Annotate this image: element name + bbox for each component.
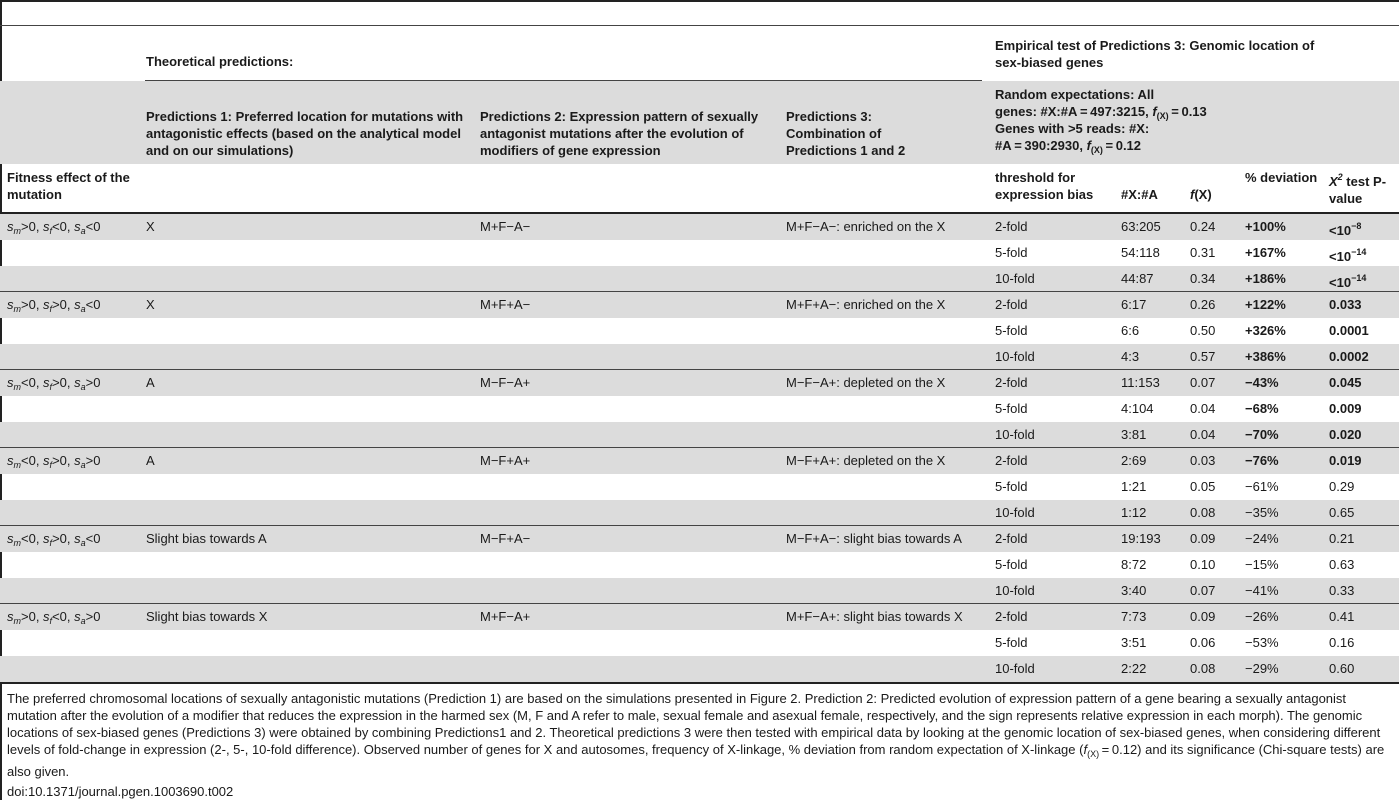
p-value: $<10^{-14}$ (1329, 247, 1367, 264)
xa-value: 6:17 (1121, 297, 1147, 312)
prediction2-value: M−F+A+ (480, 453, 531, 468)
threshold-value: 2-fold (995, 219, 1028, 234)
fitness-heading: Fitness effect of the mutation (7, 170, 130, 202)
threshold-value: 10-fold (995, 661, 1035, 676)
threshold-heading: threshold for expression bias (995, 170, 1094, 202)
prediction3-value: M+F−A+: slight bias towards X (786, 609, 963, 624)
threshold-value: 10-fold (995, 349, 1035, 364)
p-value: 0.63 (1329, 557, 1355, 572)
fx-value: 0.34 (1190, 271, 1216, 286)
xa-value: 2:69 (1121, 453, 1147, 468)
prediction2-value: M−F−A+ (480, 375, 531, 390)
deviation-value: −24% (1245, 531, 1279, 546)
deviation-value: +326% (1245, 323, 1286, 338)
fx-value: 0.08 (1190, 505, 1216, 520)
prediction3-value: M−F+A+: depleted on the X (786, 453, 946, 468)
threshold-value: 2-fold (995, 531, 1028, 546)
random-expectation-line2: genes: #X:#A = 497:3215, $f_{(X)} = 0.13$ (995, 104, 1207, 121)
fx-value: 0.04 (1190, 427, 1216, 442)
deviation-heading: % deviation (1245, 170, 1318, 185)
threshold-value: 2-fold (995, 375, 1028, 390)
prediction2-value: M−F+A− (480, 531, 531, 546)
p-value: 0.045 (1329, 375, 1362, 390)
deviation-value: −35% (1245, 505, 1279, 520)
threshold-value: 10-fold (995, 505, 1035, 520)
prediction2-value: M+F−A− (480, 219, 531, 234)
xa-value: 3:51 (1121, 635, 1147, 650)
p-value: $<10^{-14}$ (1329, 273, 1367, 290)
p-value: $<10^{-8}$ (1329, 221, 1362, 238)
fitness-effect: $s_m>0$, $s_f<0$, $s_a>0$ (7, 609, 101, 626)
p-value: 0.33 (1329, 583, 1355, 598)
threshold-value: 5-fold (995, 635, 1028, 650)
xa-value: 3:40 (1121, 583, 1147, 598)
deviation-value: −15% (1245, 557, 1279, 572)
fx-value: 0.26 (1190, 297, 1216, 312)
threshold-value: 5-fold (995, 401, 1028, 416)
deviation-value: +100% (1245, 219, 1286, 234)
prediction1-value: A (146, 453, 155, 468)
random-expectation-line1: Random expectations: All (995, 87, 1155, 102)
p-value: 0.65 (1329, 505, 1355, 520)
fitness-effect: $s_m>0$, $s_f>0$, $s_a<0$ (7, 297, 101, 314)
p-value: 0.0001 (1329, 323, 1369, 338)
pred3-heading: Predictions 3: Combination of Predictions 1 and 2 (786, 109, 906, 158)
xa-value: 4:104 (1121, 401, 1154, 416)
deviation-value: −29% (1245, 661, 1279, 676)
xa-value: 1:12 (1121, 505, 1147, 520)
deviation-value: +186% (1245, 271, 1286, 286)
p-value: 0.020 (1329, 427, 1362, 442)
fx-value: 0.07 (1190, 583, 1216, 598)
fitness-effect: $s_m<0$, $s_f>0$, $s_a>0$ (7, 453, 101, 470)
empirical-heading: Empirical test of Predictions 3: Genomic location of sex-biased genes (995, 38, 1315, 70)
deviation-value: −26% (1245, 609, 1279, 624)
deviation-value: −70% (1245, 427, 1279, 442)
xa-value: 19:193 (1121, 531, 1161, 546)
fx-value: 0.24 (1190, 219, 1216, 234)
p-value: 0.033 (1329, 297, 1362, 312)
fx-heading: f(X) (1190, 187, 1212, 202)
deviation-value: +122% (1245, 297, 1286, 312)
fitness-effect: $s_m<0$, $s_f>0$, $s_a<0$ (7, 531, 101, 548)
threshold-value: 10-fold (995, 427, 1035, 442)
p-value: 0.29 (1329, 479, 1355, 494)
theoretical-rule (145, 80, 982, 81)
fx-value: 0.04 (1190, 401, 1216, 416)
fx-value: 0.06 (1190, 635, 1216, 650)
random-expectation-line3: Genes with >5 reads: #X: (995, 121, 1150, 136)
threshold-value: 2-fold (995, 453, 1028, 468)
prediction1-value: X (146, 219, 155, 234)
p-value: 0.21 (1329, 531, 1355, 546)
p-value: 0.16 (1329, 635, 1355, 650)
prediction3-value: M+F−A−: enriched on the X (786, 219, 946, 234)
prediction1-value: Slight bias towards A (146, 531, 267, 546)
prediction2-value: M+F+A− (480, 297, 531, 312)
p-value: 0.009 (1329, 401, 1362, 416)
fx-value: 0.09 (1190, 531, 1216, 546)
fx-value: 0.31 (1190, 245, 1216, 260)
fx-value: 0.03 (1190, 453, 1216, 468)
p-value: 0.41 (1329, 609, 1355, 624)
threshold-value: 10-fold (995, 271, 1035, 286)
fx-value: 0.05 (1190, 479, 1216, 494)
xa-value: 54:118 (1121, 245, 1160, 260)
deviation-value: +167% (1245, 245, 1286, 260)
fx-value: 0.50 (1190, 323, 1216, 338)
fx-value: 0.07 (1190, 375, 1216, 390)
threshold-value: 5-fold (995, 479, 1028, 494)
deviation-value: −43% (1245, 375, 1279, 390)
chi-heading: $X^2$ test P-value (1329, 172, 1387, 206)
table-bottom-rule (0, 682, 1399, 684)
p-value: 0.60 (1329, 661, 1355, 676)
prediction3-value: M−F+A−: slight bias towards A (786, 531, 962, 546)
deviation-value: −41% (1245, 583, 1279, 598)
fx-value: 0.09 (1190, 609, 1216, 624)
deviation-value: −61% (1245, 479, 1279, 494)
prediction1-value: A (146, 375, 155, 390)
xa-value: 2:22 (1121, 661, 1147, 676)
xa-value: 4:3 (1121, 349, 1140, 364)
xa-value: 63:205 (1121, 219, 1161, 234)
p-value: 0.0002 (1329, 349, 1369, 364)
xa-value: 44:87 (1121, 271, 1154, 286)
threshold-value: 5-fold (995, 557, 1028, 572)
xa-value: 3:81 (1121, 427, 1147, 442)
theoretical-heading: Theoretical predictions: (146, 54, 294, 69)
prediction3-value: M−F−A+: depleted on the X (786, 375, 946, 390)
top-border (0, 0, 1399, 2)
deviation-value: −76% (1245, 453, 1279, 468)
prediction1-value: Slight bias towards X (146, 609, 268, 624)
xa-value: 8:72 (1121, 557, 1147, 572)
p-value: 0.019 (1329, 453, 1362, 468)
pred2-heading: Predictions 2: Expression pattern of sexually antagonist mutations after the evolution of modifiers of gene expression (480, 109, 759, 158)
fitness-effect: $s_m>0$, $s_f<0$, $s_a<0$ (7, 219, 101, 236)
fx-value: 0.57 (1190, 349, 1216, 364)
header-top-rule (0, 25, 1399, 26)
fx-value: 0.10 (1190, 557, 1216, 572)
threshold-value: 5-fold (995, 245, 1028, 260)
threshold-value: 2-fold (995, 297, 1028, 312)
fitness-effect: $s_m<0$, $s_f>0$, $s_a>0$ (7, 375, 101, 392)
xa-value: 11:153 (1121, 375, 1160, 390)
fx-value: 0.08 (1190, 661, 1216, 676)
deviation-value: −68% (1245, 401, 1279, 416)
threshold-value: 10-fold (995, 583, 1035, 598)
deviation-value: −53% (1245, 635, 1279, 650)
table-caption: The preferred chromosomal locations of sexually antagonistic mutations (Prediction 1) are based on the simulations presented in Figure 2. Prediction 2: Predicted evolution of expression pattern of a gene bearing a sexually antagonist mutation after the evolution of a modifier that reduces the expression in the harmed sex (M, F and A refer to male, sexual female and asexual female, respectively, and the sign represents relative expression in each morph). The genomic locations of sex-biased genes (Predictions 3) were obtained by combining Predictions1 and 2. Theoretical predictions 3 were then tested with empirical data by looking at the genomic location of sex-biased genes, when considering different levels of fold-change in expression (2-, 5-, 10-fold difference). Observed number of genes for X and autosomes, frequency of X-linkage, % deviation from random expectation of X-linkage $(f_{(X)} = 0.12)$ and its significance (Chi-square tests) are also given. (7, 691, 1385, 779)
xa-value: 7:73 (1121, 609, 1147, 624)
prediction2-value: M+F−A+ (480, 609, 531, 624)
xa-value: 1:21 (1121, 479, 1147, 494)
pred1-heading: Predictions 1: Preferred location for mutations with antagonistic effects (based on the analytical model and on our simulations) (146, 109, 464, 158)
doi-text: doi:10.1371/journal.pgen.1003690.t002 (7, 784, 234, 799)
threshold-value: 5-fold (995, 323, 1028, 338)
xa-heading: #X:#A (1121, 187, 1158, 202)
threshold-value: 2-fold (995, 609, 1028, 624)
random-expectation-line4: #A = 390:2930, $f_{(X)} = 0.12$ (995, 138, 1142, 155)
xa-value: 6:6 (1121, 323, 1140, 338)
deviation-value: +386% (1245, 349, 1286, 364)
prediction3-value: M+F+A−: enriched on the X (786, 297, 946, 312)
prediction1-value: X (146, 297, 155, 312)
